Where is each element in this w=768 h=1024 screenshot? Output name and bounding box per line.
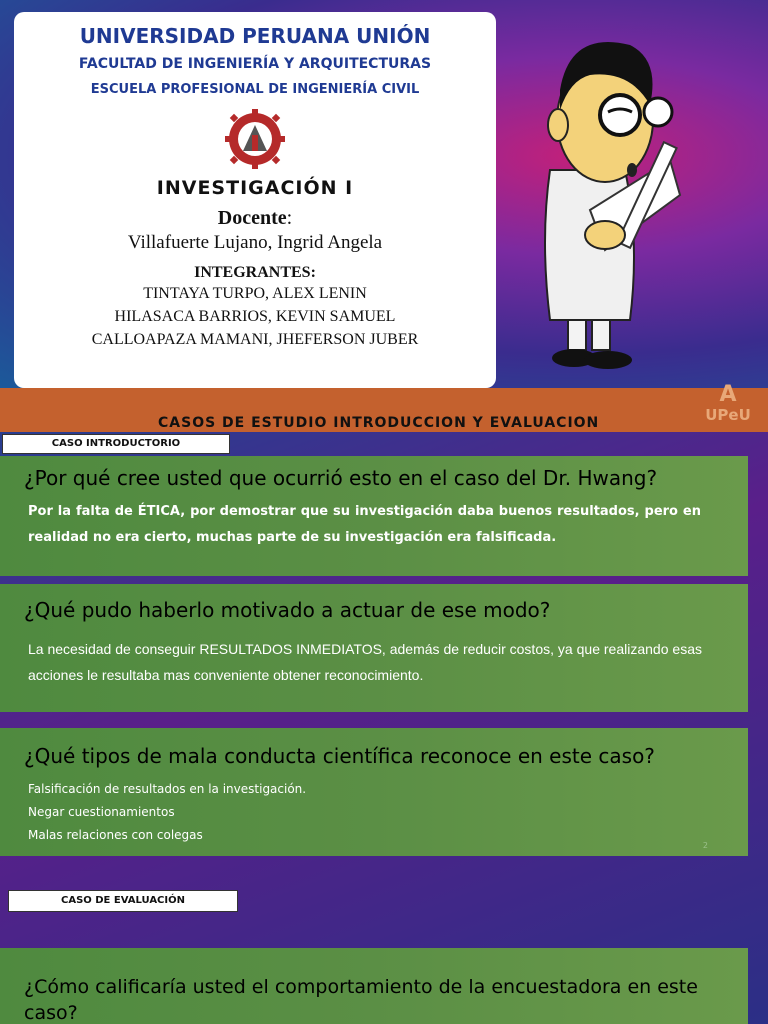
question-2: ¿Qué pudo haberlo motivado a actuar de ese modo? (24, 598, 551, 622)
members-label: INTEGRANTES: (194, 264, 316, 281)
question-card-2 (0, 584, 748, 712)
page-number: 2 (702, 841, 708, 850)
member-1: TINTAYA TURPO, ALEX LENIN (143, 285, 367, 302)
upeu-logo-text: UPeU (705, 406, 751, 424)
answer-2: La necesidad de conseguir RESULTADOS INMEDIATOS, además de reducir costos, ya que realizando esas acciones le resultaba mas conveniente obtener reconocimiento. (28, 641, 702, 683)
question-4: ¿Cómo calificaría usted el comportamiento de la encuestadora en este caso? (24, 976, 698, 1024)
university-title: UNIVERSIDAD PERUANA UNIÓN (79, 24, 431, 48)
upeu-logo (698, 384, 758, 432)
question-card-3 (0, 728, 748, 856)
cover-card (14, 12, 496, 388)
list-item: Negar cuestionamientos (28, 805, 175, 819)
section-band (0, 388, 768, 432)
member-2: HILASACA BARRIOS, KEVIN SAMUEL (114, 308, 396, 325)
member-3: CALLOAPAZA MAMANI, JHEFERSON JUBER (91, 331, 419, 348)
question-1: ¿Por qué cree usted que ocurrió esto en el caso del Dr. Hwang? (24, 466, 658, 490)
list-item: Malas relaciones con colegas (28, 828, 203, 842)
answer-1: Por la falta de ÉTICA, por demostrar que su investigación daba buenos resultados, pero en realidad no era cierto, muchas parte de su investigación era falsificada. (28, 504, 701, 545)
section-title: CASOS DE ESTUDIO INTRODUCCION Y EVALUACION (158, 415, 600, 431)
teacher-name: Villafuerte Lujano, Ingrid Angela (127, 232, 383, 253)
school-title: ESCUELA PROFESIONAL DE INGENIERÍA CIVIL (90, 82, 420, 97)
upeu-logo-icon: A (719, 382, 737, 407)
scientist-cartoon (520, 20, 740, 380)
evaluation-case-label: CASO DE EVALUACIÓN (8, 890, 238, 912)
course-title: INVESTIGACIÓN I (156, 177, 354, 199)
teacher-label: Docente (217, 207, 287, 229)
misconduct-list (28, 778, 306, 847)
question-card-1 (0, 456, 748, 576)
cover-slide (0, 0, 768, 390)
engineering-seal-icon (225, 109, 285, 169)
question-3: ¿Qué tipos de mala conducta científica reconoce en este caso? (24, 744, 655, 768)
list-item: Falsificación de resultados en la investigación. (28, 782, 307, 796)
teacher-heading: Docente: (217, 207, 293, 229)
question-card-4 (0, 948, 748, 1024)
faculty-title: FACULTAD DE INGENIERÍA Y ARQUITECTURAS (78, 56, 432, 72)
intro-case-label: CASO INTRODUCTORIO (2, 434, 230, 454)
